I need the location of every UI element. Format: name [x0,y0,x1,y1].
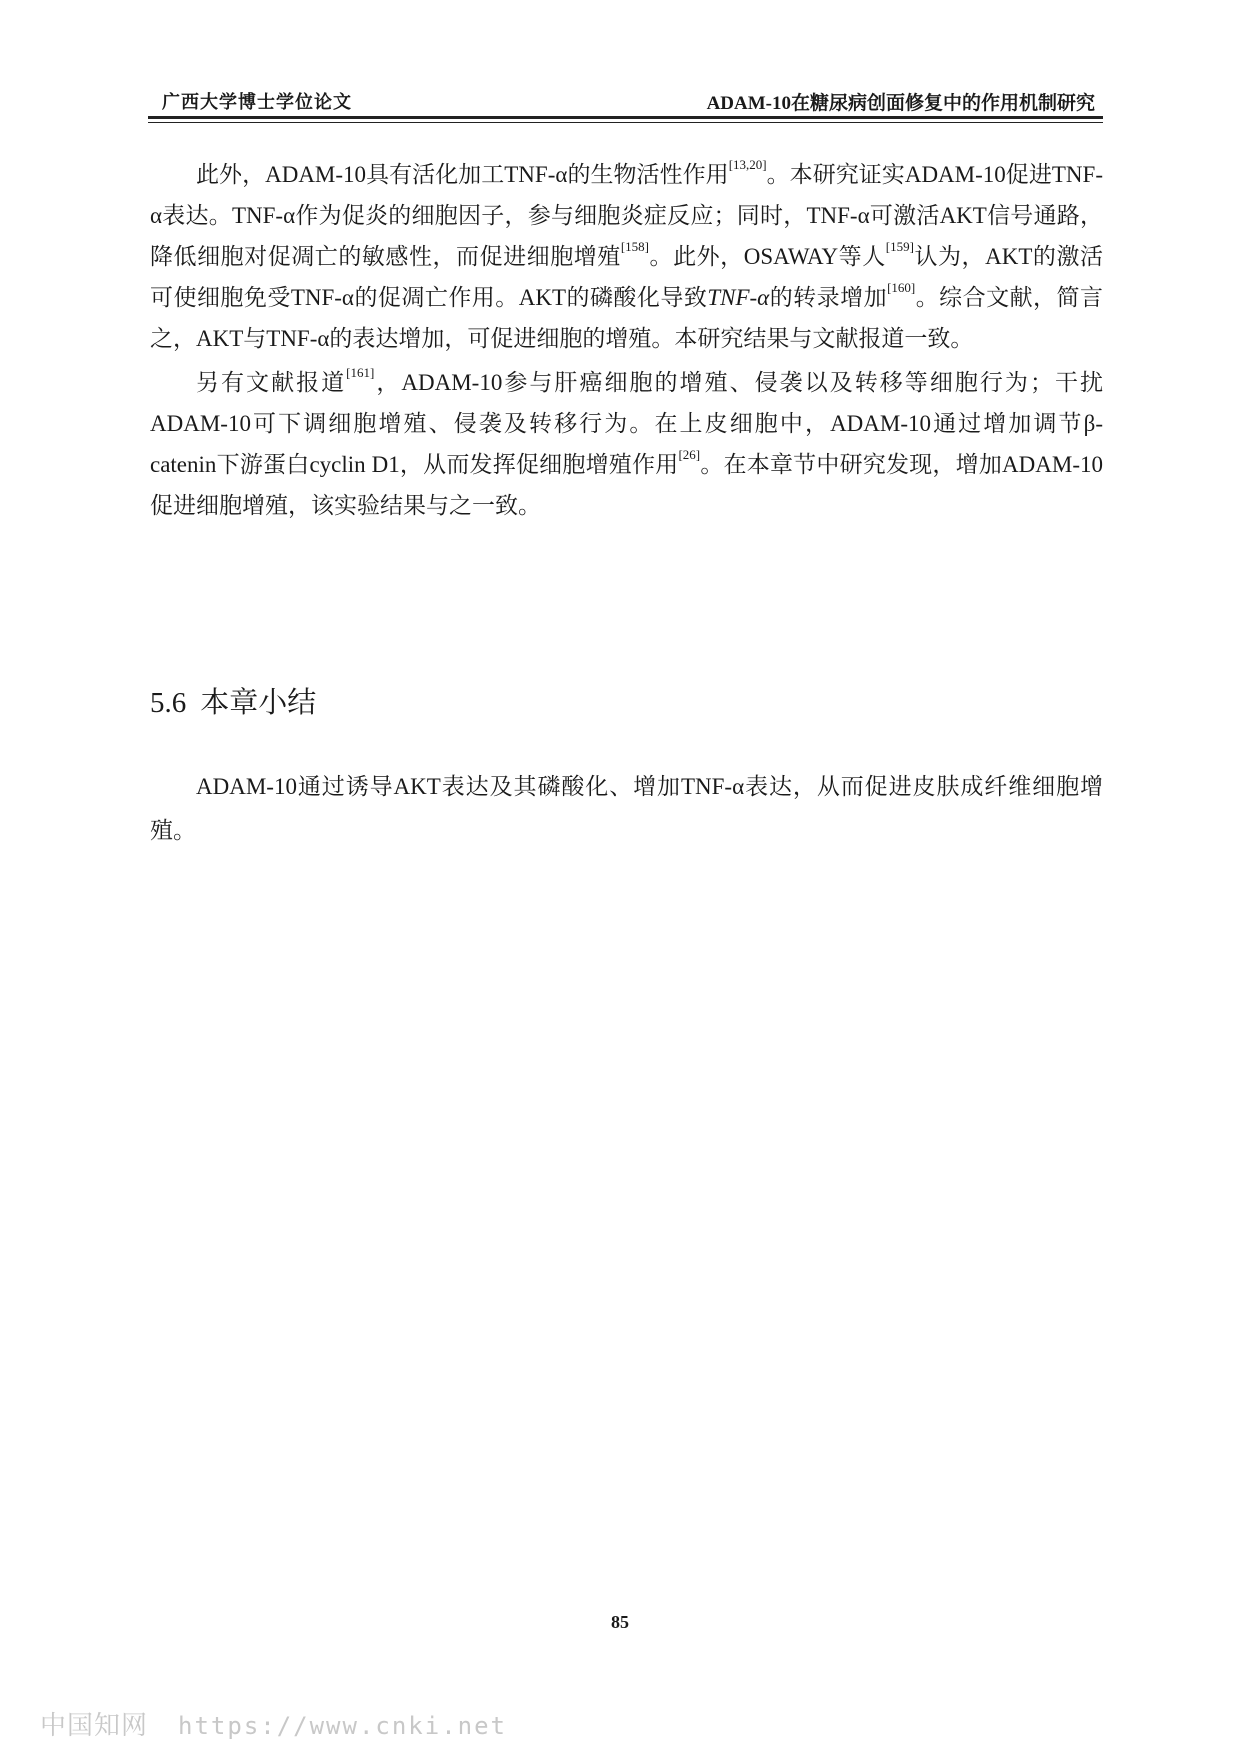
paragraph-2 [150,362,1103,526]
watermark [40,1705,507,1742]
citation-ref: [158] [620,239,649,254]
watermark-brand: 中国知网 [40,1710,149,1740]
text-run: 另有文献报道 [196,370,347,395]
watermark-url: https://www.cnki.net [178,1712,507,1740]
citation-ref: [26] [678,447,701,462]
section-heading [150,680,316,721]
text-run: 。综合文献，简言之，AKT与TNF-α的表达增加，可促进细胞的增殖。本研究结果与文献报道一致。 [150,285,1103,351]
italic-gene-name: TNF-α [707,285,770,310]
text-run: 。此外，OSAWAY等人 [649,244,886,269]
body-text [150,154,1103,529]
running-header-right: ADAM-10在糖尿病创面修复中的作用机制研究 [706,93,1095,114]
header-rule-thick [148,116,1103,119]
header-rule-thin [148,122,1103,123]
citation-ref: [159] [885,239,914,254]
citation-ref: [160] [887,280,916,295]
text-run: 。在本章节中研究发现，增加ADAM-10促进细胞增殖，该实验结果与之一致。 [150,452,1103,518]
page-number: 85 [611,1612,629,1632]
citation-ref: [161] [346,365,375,380]
section-title: 本章小结 [200,687,317,719]
section-number: 5.6 [150,687,187,719]
citation-ref: [13,20] [728,157,767,172]
running-header-left: 广西大学博士学位论文 [162,92,352,112]
text-run: ，ADAM-10参与肝癌细胞的增殖、侵袭以及转移等细胞行为；干扰ADAM-10可下调细胞增殖、侵袭及转移行为。在上皮细胞中，ADAM-10通过增加调节β-catenin下游蛋白cyclin D1，从而发挥促细胞增殖作用 [150,370,1103,477]
text-run: 的转录增加 [769,285,888,310]
paragraph-1 [150,154,1103,359]
text-run: 认为，AKT的激活可使细胞免受TNF-α的促凋亡作用。AKT的磷酸化导致 [150,244,1103,310]
text-run: 。本研究证实ADAM-10促进TNF-α表达。TNF-α作为促炎的细胞因子，参与细胞炎症反应；同时，TNF-α可激活AKT信号通路，降低细胞对促凋亡的敏感性，而促进细胞增殖 [150,162,1103,269]
summary-paragraph: ADAM-10通过诱导AKT表达及其磷酸化、增加TNF-α表达，从而促进皮肤成纤维细胞增殖。 [150,774,1103,843]
text-run: 此外，ADAM-10具有活化加工TNF-α的生物活性作用 [196,162,729,187]
